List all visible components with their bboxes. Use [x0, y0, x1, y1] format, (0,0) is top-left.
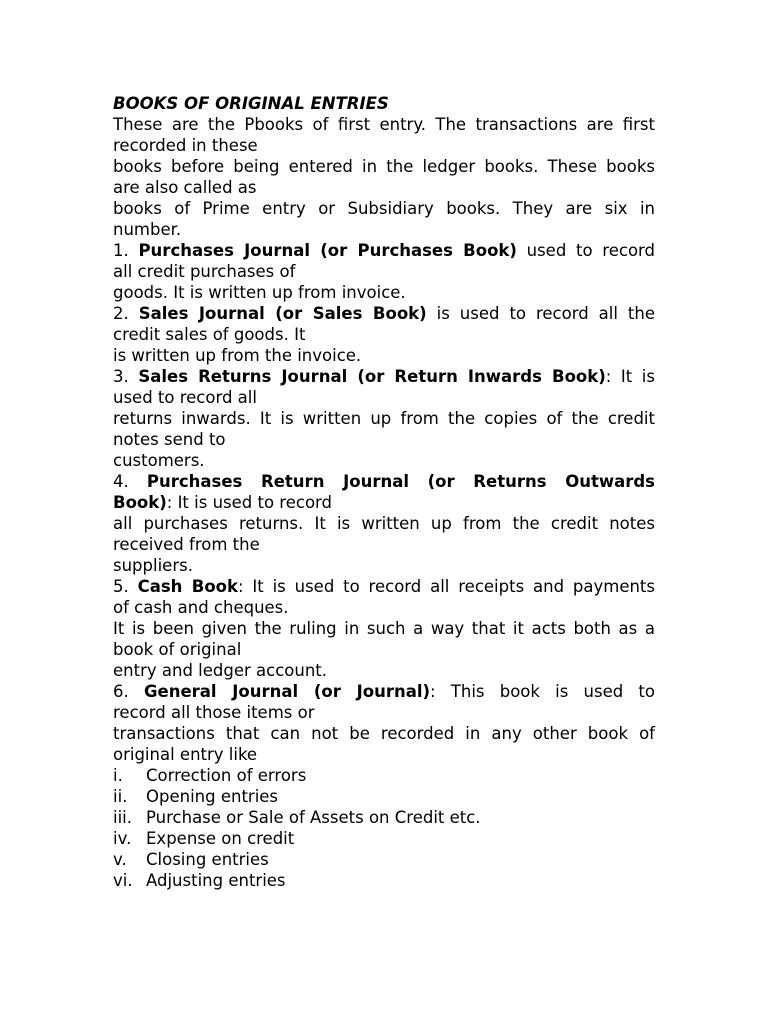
list-item-number: i.: [113, 766, 123, 785]
list-item-text: Opening entries: [146, 787, 279, 806]
item-first-line: [113, 681, 655, 702]
item-heading: General Journal (or Journal): [143, 682, 431, 701]
item-first-line: [113, 240, 655, 261]
list-item: [113, 765, 655, 786]
item-line: goods. It is written up from invoice.: [113, 283, 406, 302]
list-item-text: Closing entries: [146, 850, 269, 869]
list-item-text: Expense on credit: [146, 829, 295, 848]
item-text: : It is used to record: [166, 493, 333, 512]
item-line: It is been given the ruling in such a way that it acts both as a: [113, 619, 655, 638]
item-number: 6.: [113, 682, 129, 701]
list-item: [113, 849, 655, 870]
intro-line: books of Prime entry or Subsidiary books. They are six in: [113, 199, 655, 218]
item-first-line: [113, 471, 655, 492]
list-item: [113, 828, 655, 849]
document-page: [113, 93, 655, 891]
item-first-line: [113, 366, 655, 387]
item-heading: Sales Journal (or Sales Book): [138, 304, 427, 323]
item-line: record all those items or: [113, 703, 315, 722]
item-line: returns inwards. It is written up from the copies of the credit: [113, 409, 655, 428]
item-line: all credit purchases of: [113, 262, 296, 281]
intro-line: These are the Pbooks of first entry. The transactions are first: [113, 115, 655, 134]
item-line: is written up from the invoice.: [113, 346, 362, 365]
journal-uses-list: [113, 765, 655, 891]
book-item-sales-returns-journal: [113, 366, 655, 471]
book-item-sales-journal: [113, 303, 655, 366]
list-item-number: iii.: [113, 808, 132, 827]
list-item-text: Correction of errors: [146, 766, 307, 785]
item-text: : It is used to record all receipts and payments: [238, 577, 656, 596]
item-number: 2.: [113, 304, 129, 323]
item-line: [113, 492, 655, 513]
item-heading: Purchases Journal (or Purchases Book): [138, 241, 517, 260]
item-line: all purchases returns. It is written up from the credit notes: [113, 514, 655, 533]
list-item-text: Adjusting entries: [146, 871, 286, 890]
item-line: book of original: [113, 640, 242, 659]
item-heading: Sales Returns Journal (or Return Inwards Book): [138, 367, 606, 386]
list-item: [113, 786, 655, 807]
book-item-purchases-return-journal: [113, 471, 655, 576]
item-line: used to record all: [113, 388, 257, 407]
book-item-cash-book: [113, 576, 655, 681]
intro-paragraph: [113, 114, 655, 240]
list-item-text: Purchase or Sale of Assets on Credit etc.: [146, 808, 481, 827]
item-line: original entry like: [113, 745, 258, 764]
list-item-number: iv.: [113, 829, 132, 848]
book-item-general-journal: [113, 681, 655, 765]
item-number: 3.: [113, 367, 129, 386]
item-line: suppliers.: [113, 556, 193, 575]
item-line: received from the: [113, 535, 260, 554]
intro-line: number.: [113, 220, 182, 239]
item-heading: Book): [113, 493, 167, 512]
item-first-line: [113, 576, 655, 597]
intro-line: books before being entered in the ledger books. These books: [113, 157, 655, 176]
book-item-purchases-journal: [113, 240, 655, 303]
item-text: is used to record all the: [426, 304, 655, 323]
list-item: [113, 807, 655, 828]
item-line: entry and ledger account.: [113, 661, 328, 680]
item-number: 4.: [113, 472, 129, 491]
item-first-line: [113, 303, 655, 324]
item-line: customers.: [113, 451, 205, 470]
item-number: 1.: [113, 241, 129, 260]
item-heading: Cash Book: [137, 577, 238, 596]
list-item-number: ii.: [113, 787, 128, 806]
list-item-number: v.: [113, 850, 127, 869]
item-text: : It is: [605, 367, 655, 386]
item-text: used to record: [516, 241, 656, 260]
item-text: : This book is used to: [430, 682, 655, 701]
item-line: notes send to: [113, 430, 226, 449]
item-heading: Purchases Return Journal (or Returns Outwards: [146, 472, 655, 491]
item-line: transactions that can not be recorded in any other book of: [113, 724, 655, 743]
intro-line: are also called as: [113, 178, 257, 197]
document-title: BOOKS OF ORIGINAL ENTRIES: [113, 94, 389, 113]
list-item: [113, 870, 655, 891]
intro-line: recorded in these: [113, 136, 258, 155]
item-number: 5.: [113, 577, 129, 596]
list-item-number: vi.: [113, 871, 133, 890]
item-line: credit sales of goods. It: [113, 325, 306, 344]
item-line: of cash and cheques.: [113, 598, 289, 617]
